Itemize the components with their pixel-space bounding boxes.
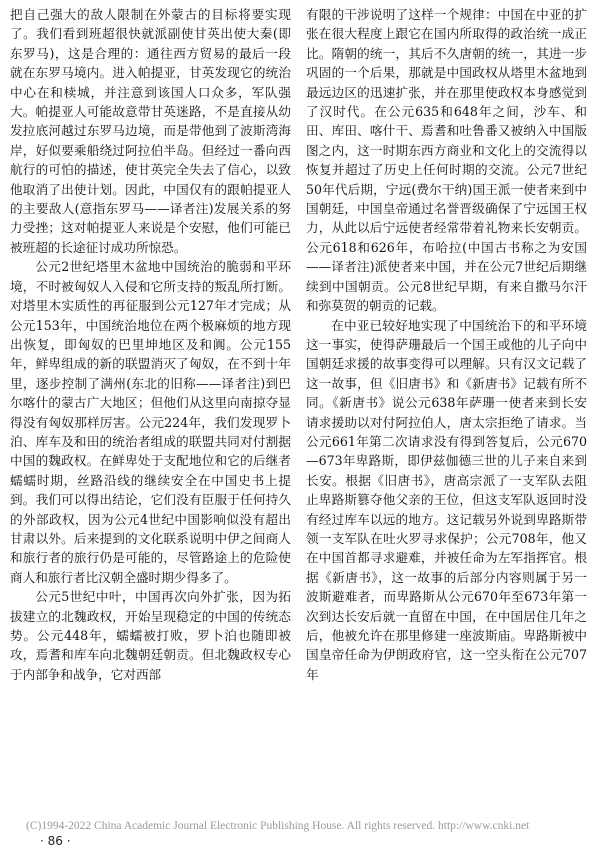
paragraph: 在中亚已较好地实现了中国统治下的和平环境这一事实，使得萨珊最后一个国王或他的儿子向中国朝廷求援的故事变得可以理解。只有汉文记载了这一故事，但《旧唐书》和《新唐书》记载有所不同。《新唐书》说公元638年萨珊一使者来到长安请求援助以对付阿拉伯人，唐太宗拒绝了请求。当公元661年第二次请求没有得到答复后，公元670—673年卑路斯，即伊兹伽德三世的儿子来自来到长安。根据《旧唐书》，唐高宗派了一支军队去阻止卑路斯篡夺他父亲的王位，但这支军队返回时没有经过库车以远的地方。这记载另外说到卑路斯带领一支军队在吐火罗寻求保护；公元708年，他又在中国首都寻求避难，并被任命为左军指挥官。根据《新唐书》，这一故事的后部分内容则属于另一波斯避难者，而卑路斯从公元670年至673年第一次到达长安后就一直留在中国，在中国居住几年之后，他被允许在那里修建一座波斯庙。卑路斯被中国皇帝任命为伊朗政府官，这一空头衔在公元707年 <box>306 317 587 682</box>
paragraph: 把自己强大的敌人限制在外蒙古的目标将要实现了。我们看到班超很快就派副使甘英出使大秦(即东罗马)，这是合理的：通往西方贸易的最后一段就在东罗马境内。进入帕提亚，甘英发现它的统治中心在和椟城，并注意到该国人口众多，军队强大。帕提亚人可能故意带甘英迷路，不是直接从幼发拉底河越过东罗马边境，而是带他到了波斯湾海岸，好似要乘船绕过阿拉伯半岛。但经过一番向西航行的可怕的描述，使甘英完全失去了信心，以致他取消了出使计划。因此，中国仅有的跟帕提亚人的主要敌人(意指东罗马——译者注)发展关系的努力受挫；这对帕提亚人来说是个安慰，他们可能已被班超的长途征讨成功所惊恐。 <box>10 7 291 255</box>
right-column <box>306 5 587 684</box>
left-column <box>10 5 291 684</box>
page-number: · 86 · <box>40 834 71 848</box>
paragraph: 公元5世纪中叶，中国再次向外扩张，因为拓拔建立的北魏政权，开始呈现稳定的中国的传统态势。公元448年，蠕蠕被打败，罗卜泊也随即被攻，焉耆和库车向北魏朝廷朝贡。但北魏政权专心于内部争和战争，它对西部 <box>10 589 291 682</box>
paragraph: 公元2世纪塔里木盆地中国统治的脆弱和平环境，不时被匈奴人入侵和它所支持的叛乱所打断。对塔里木实质性的再征服到公元127年才完成；从公元153年，中国统治地位在两个极麻烦的地方现出恢复，即匈奴的巴里坤地区及和阗。公元155年，鲜卑组成的新的联盟消灭了匈奴，在不到十年里，逐步控制了满州(东北的旧称——译者注)到巴尔喀什的蒙古广大地区；但他们从这里向南掠夺显得没有匈奴那样厉害。公元224年，我们发现罗卜泊、库车及和田的统治者组成的联盟共同对付割据中国的魏政权。在鲜卑处于支配地位和它的后继者蠕蠕时期，丝路沿线的继续安全在中国史书上提到。我们可以得出结论，它们没有臣服于任何持久的外部政权，因为公元4世纪中国影响似没有超出甘肃以外。后来提到的文化联系说明中伊之间商人和旅行者的旅行仍是可能的，尽管路途上的危险使商人和旅行者比汉朝全盛时期少得多了。 <box>10 259 291 585</box>
copyright-footer: (C)1994-2022 China Academic Journal Electronic Publishing House. All rights reserved. http://www.cnki.net <box>26 820 530 832</box>
paragraph: 有限的干涉说明了这样一个规律：中国在中亚的扩张在很大程度上跟它在国内所取得的政治统一成正比。隋朝的统一，其后不久唐朝的统一，其进一步巩固的一个后果，那就是中国政权从塔里木盆地到最远边区的迅速扩张，并在那里使政权本身感觉到了汉时代。在公元635和648年之间，沙车、和田、库田、喀什干、焉耆和吐鲁番又被纳入中国版图之内，这一时期东西方商业和文化上的交流得以恢复并超过了历史上任何时期的交流。公元7世纪50年代后期，宁远(费尔干纳)国王派一使者来到中国朝廷，中国皇帝通过名誉晋级确保了宁远国王权力，从此以后宁远使者经常带着礼物来长安朝贡。公元618和626年，布哈拉(中国古书称之为安国——译者注)派使者来中国，并在公元7世纪后期继续到中国朝贡。公元8世纪早期，有来自撒马尔汗和弥莫贺的朝贡的记载。 <box>306 7 587 314</box>
